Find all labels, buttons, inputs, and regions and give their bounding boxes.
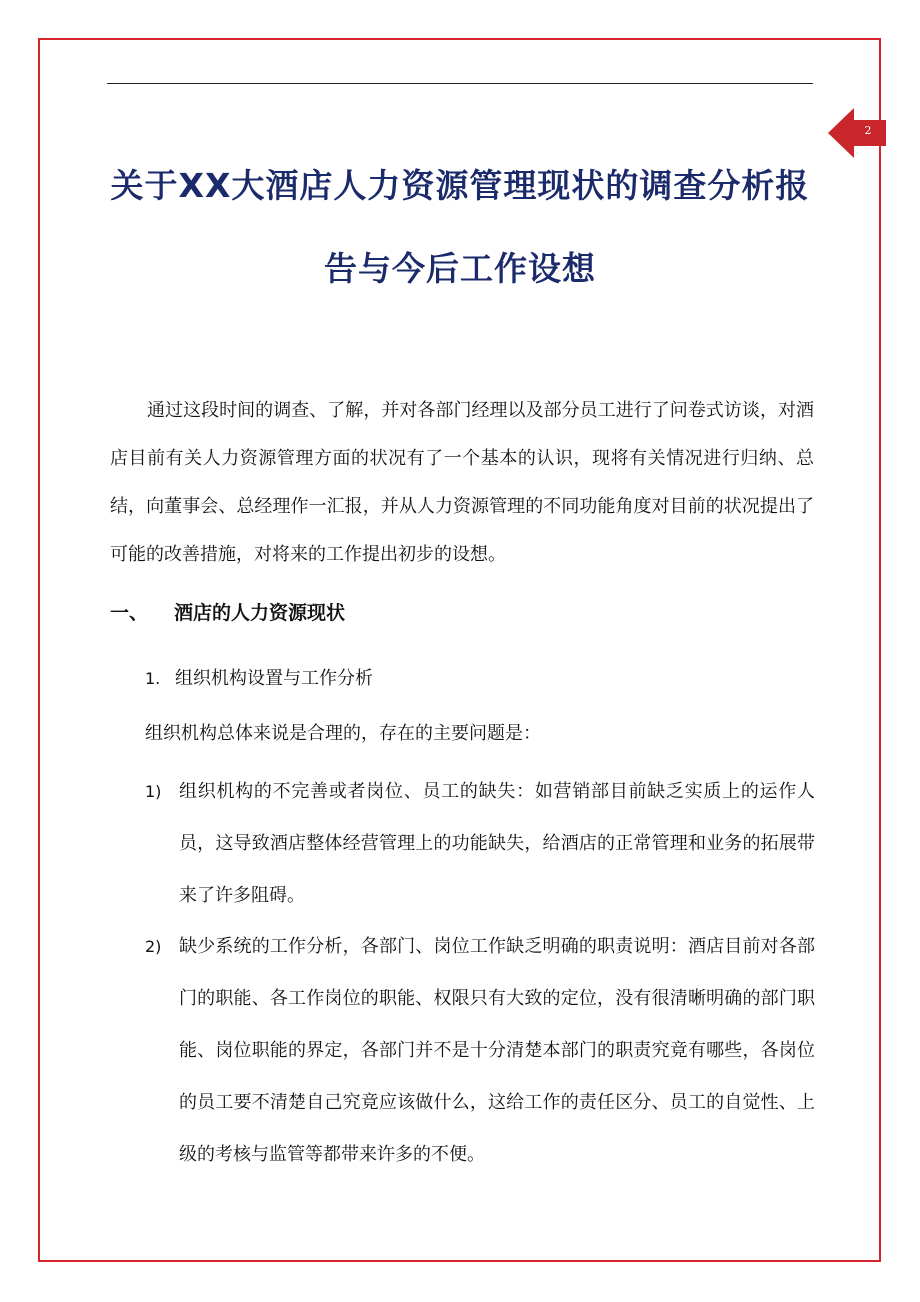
list-item-text: 缺少系统的工作分析，各部门、岗位工作缺乏明确的职责说明：酒店目前对各部门的职能、各工作岗位的职能、权限只有大致的定位，没有很清晰明确的部门职能、岗位职能的界定，各部门并不是十分清楚本部门的职责究竟有哪些，各岗位的员工要不清楚自己究竟应该做什么，这给工作的责任区分、员工的自觉性、上级的考核与监管等都带来许多的不便。 xyxy=(179,936,815,1165)
subsection-intro: 组织机构总体来说是合理的，存在的主要问题是： xyxy=(145,723,541,744)
subsection-number: 1. xyxy=(145,669,161,688)
list-item xyxy=(145,921,815,1181)
header-rule xyxy=(107,83,813,84)
list-item-text: 组织机构的不完善或者岗位、员工的缺失：如营销部目前缺乏实质上的运作人员，这导致酒店整体经营管理上的功能缺失，给酒店的正常管理和业务的拓展带来了许多阻碍。 xyxy=(179,781,815,906)
section-number: 一、 xyxy=(110,602,149,624)
list-marker: 2) xyxy=(145,937,162,956)
section-title: 酒店的人力资源现状 xyxy=(174,602,346,624)
section-heading xyxy=(110,598,345,625)
list-item xyxy=(145,766,815,922)
list-marker: 1) xyxy=(145,782,162,801)
intro-paragraph xyxy=(110,387,814,579)
subsection-heading xyxy=(145,664,373,690)
intro-paragraph-text: 通过这段时间的调查、了解，并对各部门经理以及部分员工进行了问卷式访谈，对酒店目前有关人力资源管理方面的状况有了一个基本的认识，现将有关情况进行归纳、总结，向董事会、总经理作一汇报，并从人力资源管理的不同功能角度对目前的状况提出了可能的改善措施，对将来的工作提出初步的设想。 xyxy=(110,400,814,565)
subsection-title: 组织机构设置与工作分析 xyxy=(175,668,373,689)
document-title-line-1: 关于XX大酒店人力资源管理现状的调查分析报 xyxy=(110,166,810,205)
page-number: 2 xyxy=(864,124,872,137)
document-title-line-2: 告与今后工作设想 xyxy=(324,249,596,288)
